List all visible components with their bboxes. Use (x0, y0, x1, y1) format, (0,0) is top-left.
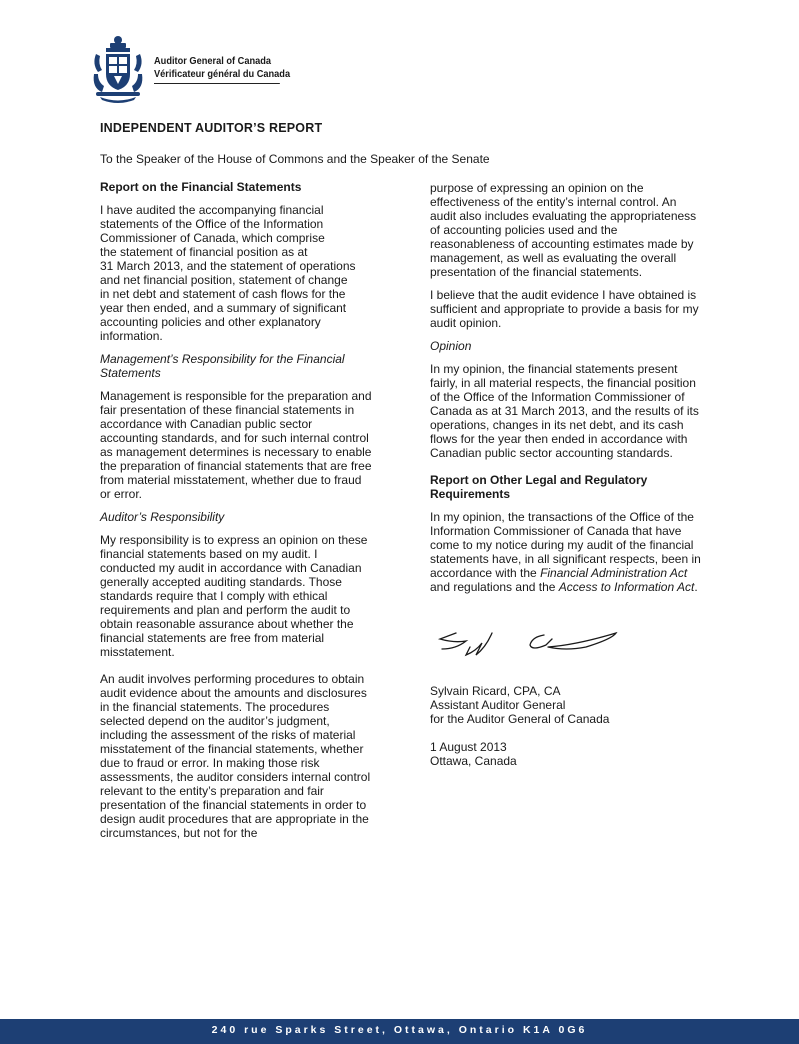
signer-role: Assistant Auditor General (430, 698, 566, 712)
financial-administration-act: Financial Administration Act (540, 566, 688, 580)
signer-name: Sylvain Ricard, CPA, CA (430, 684, 561, 698)
letterhead-rule (154, 83, 280, 84)
organization-name (154, 55, 290, 84)
paragraph-procedures-continued: purpose of expressing an opinion on the effectiveness of the entity’s internal control. An audit also includes evaluating the appropriateness of accounting policies used and the reasonableness of accounting estimates made by management, as well as evaluating the overall presentation of the financial statements. (430, 181, 697, 279)
other-requirements-text: In my opinion, the transactions of the Office of the Information Commissioner of Canada that have come to my notice during my audit of the financial statements have, in all significant respects, been in accordance with the (430, 510, 701, 580)
paragraph-audit-procedures: An audit involves performing procedures to obtain audit evidence about the amounts and disclosures in the financial statements. The procedures selected depend on the auditor’s judgment, including the assessment of the risks of material misstatement of the financial statements, whether due to fraud or error. In making those risk assessments, the auditor considers internal control relevant to the entity’s preparation and fair presentation of the financial statements in order to design audit procedures that are appropriate in the circumstances, but not for the (100, 672, 371, 840)
paragraph-audit-evidence: I believe that the audit evidence I have obtained is sufficient and appropriate to provide a basis for my audit opinion. (430, 288, 699, 330)
coat-of-arms-icon (88, 34, 148, 104)
left-column (100, 180, 390, 849)
heading-management-responsibility: Management’s Responsibility for the Financial Statements (100, 352, 345, 380)
paragraph-opinion: In my opinion, the financial statements present fairly, in all material respects, the financial position of the Office of the Information Commissioner of Canada as at 31 March 2013, and the results of its operations, changes in its net debt, and its cash flows for the year then ended in accordance with Canadian public sector accounting standards. (430, 362, 699, 460)
heading-financial-statements: Report on the Financial Statements (100, 180, 302, 194)
access-to-information-act: Access to Information Act (558, 580, 695, 594)
other-requirements-text-end: . (694, 580, 698, 594)
report-place: Ottawa, Canada (430, 754, 517, 768)
paragraph-auditor-responsibility: My responsibility is to express an opinion on these financial statements based on my audit. I conducted my audit in accordance with Canadian generally accepted auditing standards. Those standards require that I comply with ethical requirements and plan and perform the audit to obtain reasonable assurance about whether the financial statements are free from material misstatement. (100, 533, 368, 659)
org-name-french: Vérificateur général du Canada (154, 68, 291, 80)
heading-opinion: Opinion (430, 339, 472, 353)
paragraph-other-requirements (430, 510, 720, 594)
footer-address-bar (0, 1019, 799, 1044)
paragraph-audited-statements: I have audited the accompanying financial statements of the Office of the Information Commissioner of Canada, which comprise the statement of financial position as at 31 March 2013, and the statement of operations and net financial position, statement of change in net debt and statement of cash flows for the year then ended, and a summary of significant accounting policies and other explanatory information. (100, 203, 356, 343)
other-requirements-text-mid: and regulations and the (430, 580, 556, 594)
signature (436, 625, 626, 665)
right-column (430, 181, 720, 768)
report-title: INDEPENDENT AUDITOR’S REPORT (100, 121, 323, 135)
signer-organization: for the Auditor General of Canada (430, 712, 610, 726)
report-addressee: To the Speaker of the House of Commons and the Speaker of the Senate (100, 152, 490, 166)
heading-other-requirements: Report on Other Legal and Regulatory Requirements (430, 473, 648, 501)
signer-block (430, 684, 720, 768)
footer-address: 240 rue Sparks Street, Ottawa, Ontario K1A 0G6 (211, 1024, 588, 1036)
report-date: 1 August 2013 (430, 740, 507, 754)
heading-auditor-responsibility: Auditor’s Responsibility (100, 510, 225, 524)
org-name-english: Auditor General of Canada (154, 55, 272, 67)
paragraph-management-responsibility: Management is responsible for the preparation and fair presentation of these financial statements in accordance with Canadian public sector accounting standards, and for such internal control as management determines is necessary to enable the preparation of financial statements that are free from material misstatement, whether due to fraud or error. (100, 389, 372, 501)
